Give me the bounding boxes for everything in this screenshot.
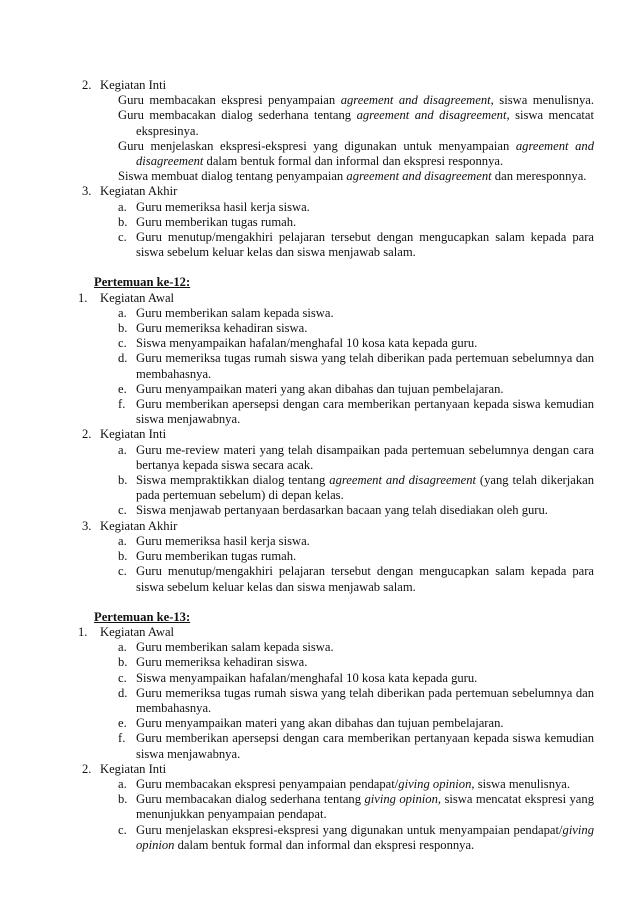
list-item-text: Guru memberikan apersepsi dengan cara memberikan pertanyaan kepada siswa kemudian siswa menjawabnya.: [136, 731, 594, 761]
list-item-text: Guru memeriksa kehadiran siswa.: [136, 321, 308, 336]
list-item-label: d.: [118, 351, 128, 366]
item-number: 1.: [78, 290, 88, 305]
list-item: [118, 731, 594, 761]
list-item-label: c.: [118, 670, 127, 685]
list-item: [118, 214, 594, 230]
list-item-label: c.: [118, 564, 127, 579]
item-title: Kegiatan Awal: [100, 624, 175, 639]
list-item-text: Guru menjelaskan ekspresi-ekspresi yang digunakan untuk menyampaian pendapat/giving opinion dalam bentuk formal dan informal dan ekspresi responnya.: [136, 822, 594, 852]
list-item-label: b.: [118, 655, 128, 670]
item-number: 2.: [82, 78, 92, 92]
list-item: [118, 351, 594, 381]
section-kegiatan-akhir: [82, 518, 594, 534]
section-kegiatan-awal: [78, 290, 594, 306]
list-item-text: Guru me-review materi yang telah disampaikan pada pertemuan sebelumnya dengan cara bertanya kepada siswa secara acak.: [136, 442, 594, 472]
emphasis-text: giving opinion: [398, 776, 472, 791]
document-page: [0, 78, 638, 853]
item-number: 2.: [82, 427, 92, 442]
meeting-title: Pertemuan ke-13:: [94, 609, 191, 624]
list-item: [118, 685, 594, 716]
list-item: [118, 776, 594, 792]
item-title: Kegiatan Akhir: [100, 518, 178, 533]
item-title: Kegiatan Awal: [100, 290, 175, 305]
list-item-text: Siswa menjawab pertanyaan berdasarkan bacaan yang telah disediakan oleh guru.: [136, 503, 548, 518]
list-item-label: b.: [118, 473, 128, 488]
sublist: [0, 306, 638, 428]
list-item-label: b.: [118, 792, 128, 807]
list-item: [118, 655, 594, 670]
list-item-label: c.: [118, 230, 127, 245]
list-item-text: Guru memberikan salam kepada siswa.: [136, 305, 334, 320]
list-item: [118, 381, 594, 397]
list-item-text: Siswa menyampaikan hafalan/menghafal 10 kosa kata kepada guru.: [136, 670, 478, 685]
list-item-label: e.: [118, 716, 127, 731]
list-item-label: b.: [118, 321, 128, 336]
sublist: [0, 200, 638, 261]
emphasis-text: agreement and disagreement: [136, 138, 594, 169]
list-item: [118, 564, 594, 594]
sublist: [0, 640, 638, 762]
list-item: [118, 822, 594, 853]
list-item-label: b.: [118, 214, 128, 229]
list-item: [118, 336, 594, 351]
list-item-text: Guru memeriksa hasil kerja siswa.: [136, 199, 310, 214]
item-title: Kegiatan Inti: [100, 427, 167, 442]
activity-line: Siswa membuat dialog tentang penyampaian agreement and disagreement dan meresponnya.: [118, 169, 587, 184]
activity-line: Guru menjelaskan ekspresi-ekspresi yang digunakan untuk menyampaian agreement and disagreement dalam bentuk formal dan informal dan ekspresi responnya.: [118, 138, 594, 169]
list-item: [118, 397, 594, 427]
sublist: [0, 777, 638, 853]
list-item-text: Guru menutup/mengakhiri pelajaran tersebut dengan mengucapkan salam kepada para siswa sebelum keluar kelas dan siswa menjawab salam.: [136, 564, 594, 594]
list-item-text: Guru memeriksa kehadiran siswa.: [136, 655, 308, 670]
section-kegiatan-inti: [82, 761, 594, 777]
list-item: [118, 230, 594, 260]
list-item-label: c.: [118, 336, 127, 351]
list-item-label: d.: [118, 685, 128, 700]
list-item: [118, 442, 594, 473]
list-item-text: Guru memberikan tugas rumah.: [136, 214, 297, 229]
emphasis-text: giving opinion: [136, 822, 594, 852]
emphasis-text: agreement and disagreement: [329, 473, 477, 488]
list-item-label: f.: [118, 397, 126, 412]
list-item-text: Guru memberikan salam kepada siswa.: [136, 640, 334, 655]
list-item-label: b.: [118, 549, 128, 564]
activity-line: Guru membacakan dialog sederhana tentang agreement and disagreement, siswa mencatat ekspresinya.: [118, 108, 594, 138]
list-item-text: Guru menyampaikan materi yang akan dibahas dan tujuan pembelajaran.: [136, 381, 504, 396]
list-item-label: a.: [118, 305, 127, 320]
list-item-text: Guru membacakan dialog sederhana tentang giving opinion, siswa mencatat ekspresi yang menunjukkan penyampaian pendapat.: [136, 792, 594, 822]
list-item-text: Guru menyampaikan materi yang akan dibahas dan tujuan pembelajaran.: [136, 716, 504, 731]
item-title: Kegiatan Inti: [100, 761, 167, 776]
list-item-label: e.: [118, 381, 127, 396]
list-item-text: Guru membacakan ekspresi penyampaian pendapat/giving opinion, siswa menulisnya.: [136, 776, 571, 791]
list-item: [118, 473, 595, 503]
list-item-text: Guru menutup/mengakhiri pelajaran tersebut dengan mengucapkan salam kepada para siswa sebelum keluar kelas dan siswa menjawab salam.: [136, 230, 594, 260]
item-number: 1.: [78, 624, 88, 639]
meeting-title: Pertemuan ke-12:: [94, 275, 191, 290]
list-item: [118, 792, 594, 822]
item-number: 2.: [82, 761, 92, 776]
list-item-label: a.: [118, 199, 127, 214]
list-item-label: c.: [118, 503, 127, 518]
sublist: [0, 443, 638, 519]
item-number: 3.: [82, 518, 92, 533]
item-title: Kegiatan Akhir: [100, 184, 178, 199]
emphasis-text: agreement and disagreement: [346, 169, 492, 184]
list-item: [118, 670, 594, 686]
list-item-label: a.: [118, 776, 127, 791]
list-item-text: Guru memberikan tugas rumah.: [136, 549, 297, 564]
section-kegiatan-akhir: [82, 184, 594, 199]
list-item: [118, 640, 594, 655]
item-title: Kegiatan Inti: [100, 78, 167, 92]
list-item-text: Guru memeriksa tugas rumah siswa yang telah diberikan pada pertemuan sebelumnya dan membahasnya.: [136, 351, 594, 381]
list-item: [118, 716, 594, 731]
emphasis-text: agreement and disagreement,: [356, 108, 510, 123]
section-kegiatan-inti: [82, 78, 594, 93]
list-item-text: Siswa mempraktikkan dialog tentang agreement and disagreement (yang telah dikerjakan pada pertemuan sebelum) di depan kelas.: [136, 473, 595, 503]
item-number: 3.: [82, 184, 92, 199]
list-item-label: a.: [118, 533, 127, 548]
list-item: [118, 199, 594, 215]
list-item-text: Siswa menyampaikan hafalan/menghafal 10 kosa kata kepada guru.: [136, 336, 478, 351]
activity-line: Guru membacakan ekspresi penyampaian agreement and disagreement, siswa menulisnya.: [118, 93, 594, 108]
list-item-text: Guru memeriksa tugas rumah siswa yang telah diberikan pada pertemuan sebelumnya dan membahasnya.: [136, 685, 594, 715]
list-item: [118, 305, 594, 321]
section-kegiatan-awal: [78, 624, 594, 640]
sublist: [0, 534, 638, 595]
section-kegiatan-inti: [82, 427, 594, 442]
list-item-label: c.: [118, 822, 127, 837]
list-item-label: f.: [118, 731, 126, 746]
list-item-text: Guru memeriksa hasil kerja siswa.: [136, 533, 310, 548]
list-item: [118, 503, 594, 518]
emphasis-text: agreement and disagreement: [340, 93, 491, 108]
list-item: [118, 549, 594, 564]
list-item: [118, 321, 594, 336]
emphasis-text: giving opinion,: [364, 792, 442, 807]
list-item-text: Guru memberikan apersepsi dengan cara memberikan pertanyaan kepada siswa kemudian siswa menjawabnya.: [136, 397, 594, 427]
list-item-label: a.: [118, 640, 127, 655]
list-item-label: a.: [118, 442, 127, 457]
list-item: [118, 533, 594, 549]
